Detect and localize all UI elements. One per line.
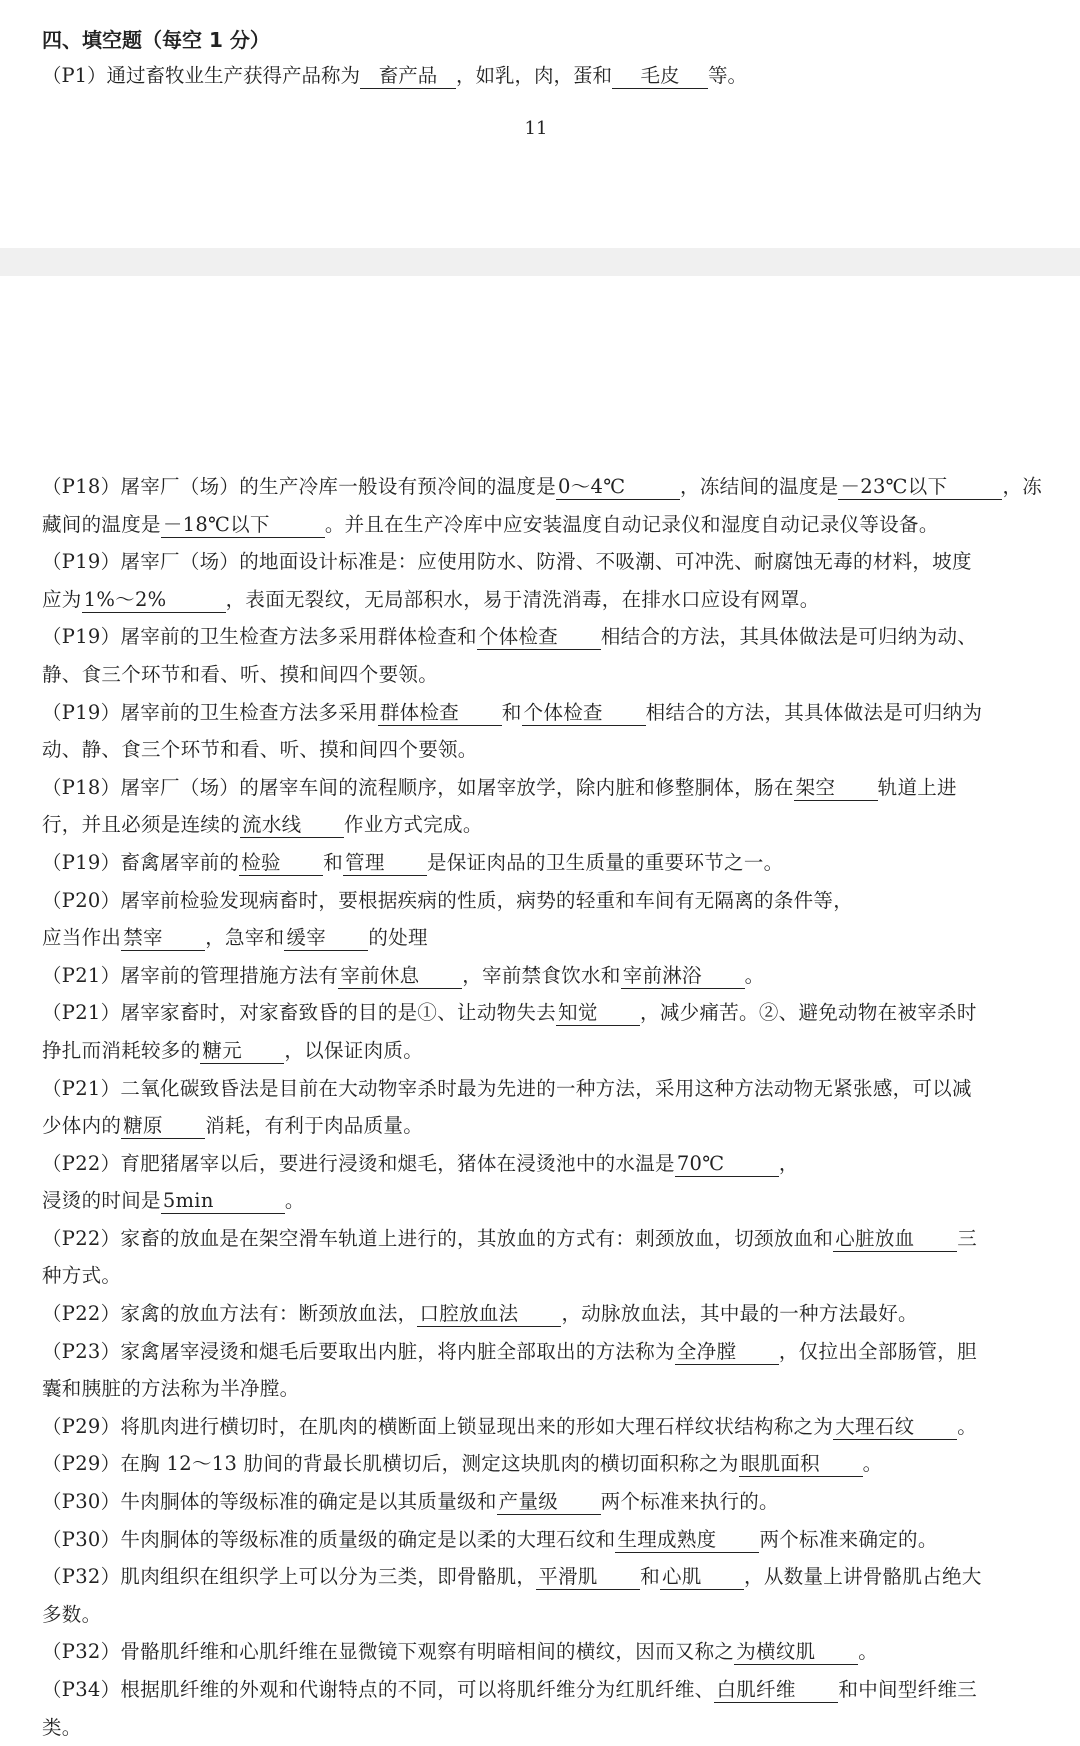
question-text: 类。 (42, 1715, 82, 1739)
question-text: 和中间型纤维三 (838, 1678, 978, 1701)
question-text: 消耗，有利于肉品质量。 (205, 1114, 424, 1138)
question-text: （P32）骨骼肌纤维和心肌纤维在显微镜下观察有明暗相间的横纹，因而又称之 (42, 1640, 735, 1664)
answer-blank: 管理 (343, 851, 427, 876)
answer-blank: 为横纹肌 (734, 1640, 858, 1665)
question-text: 应为 (42, 587, 82, 611)
question-text: （P19）屠宰厂（场）的地面设计标准是：应使用防水、防滑、不吸潮、可冲洗、耐腐蚀无毒的材料，坡度 (42, 550, 972, 574)
question-text: ，动脉放血法，其中最的一种方法最好。 (561, 1302, 918, 1326)
answer-blank: 禁宰 (121, 926, 205, 951)
question-text: 浸烫的时间是 (42, 1189, 161, 1213)
answer-blank: 宰前淋浴 (621, 964, 745, 989)
question-p1 (42, 62, 747, 90)
question-text: 等。 (708, 64, 748, 87)
question-text: 三 (957, 1226, 978, 1250)
question-item (42, 694, 1032, 769)
answer-blank: 毛皮 (612, 64, 708, 89)
question-text: （P34）根据肌纤维的外观和代谢特点的不同，可以将肌纤维分为红肌纤维、 (42, 1678, 715, 1701)
question-item (42, 543, 1032, 618)
question-item (42, 468, 1043, 543)
question-text: 。 (744, 963, 765, 987)
answer-blank: 个体检查 (522, 701, 646, 726)
question-text: （P22）育肥猪屠宰以后，要进行浸烫和煺毛，猪体在浸烫池中的水温是 (42, 1151, 675, 1175)
question-text: （P19）畜禽屠宰前的 (42, 850, 240, 874)
question-text: 挣扎而消耗较多的 (42, 1038, 201, 1062)
question-line (42, 1145, 1032, 1183)
question-text: 。 (858, 1640, 879, 1664)
answer-blank: 全净膛 (675, 1340, 779, 1365)
question-text: （P30）牛肉胴体的等级标准的确定是以其质量级和 (42, 1490, 497, 1514)
question-line (42, 656, 1032, 694)
question-text: （P29）在胸 12～13 肋间的背最长肌横切后，测定这块肌肉的横切面积称之为 (42, 1452, 739, 1476)
question-line (42, 1333, 1032, 1371)
answer-blank: 产量级 (497, 1490, 601, 1515)
question-text: （P21）屠宰家畜时，对家畜致昏的目的是①、让动物失去 (42, 1001, 557, 1025)
answer-blank: 宰前休息 (338, 964, 462, 989)
question-line (42, 1596, 1032, 1634)
page-upper (0, 0, 1080, 248)
question-line (42, 1483, 1032, 1521)
question-item (42, 1521, 1032, 1559)
question-line (42, 543, 1032, 581)
question-line (42, 994, 1032, 1032)
question-text: 相结合的方法，其具体做法是可归纳为 (645, 700, 983, 724)
question-text: 作业方式完成。 (344, 813, 483, 837)
question-line (42, 1558, 1032, 1596)
question-text: 。 (957, 1414, 978, 1438)
answer-blank: 检验 (239, 851, 323, 876)
question-text: 。并且在生产冷库中应安装温度自动记录仪和湿度自动记录仪等设备。 (324, 512, 939, 536)
question-item (42, 1633, 1032, 1671)
answer-blank: 眼肌面积 (739, 1452, 863, 1477)
question-line (42, 1182, 1032, 1220)
question-line (42, 1709, 1032, 1746)
question-text: ，急宰和 (205, 926, 285, 950)
question-line (42, 581, 1032, 619)
question-item (42, 994, 1032, 1069)
answer-blank: 流水线 (240, 813, 344, 838)
question-text: 多数。 (42, 1602, 102, 1626)
question-text: 两个标准来确定的。 (759, 1527, 938, 1551)
answer-blank: 糖元 (200, 1039, 284, 1064)
question-text: 和 (323, 850, 344, 874)
question-text: ，从数量上讲骨骼肌占绝大 (744, 1565, 982, 1589)
question-line (42, 919, 1032, 957)
question-line (42, 1445, 1032, 1483)
question-item (42, 618, 1032, 693)
question-text: 应当作出 (42, 926, 122, 950)
question-text: 少体内的 (42, 1114, 122, 1138)
question-text: 的处理 (368, 926, 428, 950)
question-text: 藏间的温度是 (42, 512, 161, 536)
question-item (42, 1483, 1032, 1521)
answer-blank: 知觉 (556, 1001, 640, 1026)
question-text: （P18）屠宰厂（场）的屠宰车间的流程顺序，如屠宰放学，除内脏和修整胴体，肠在 (42, 775, 794, 799)
question-line (42, 1408, 1032, 1446)
question-line (42, 1032, 1032, 1070)
question-text: 轨道上进 (877, 775, 957, 799)
answer-blank: 心肌 (660, 1565, 744, 1590)
question-text: ，如乳，肉，蛋和 (456, 64, 613, 87)
question-text: 和 (501, 700, 522, 724)
question-line (42, 1370, 1032, 1408)
question-text: （P1）通过畜牧业生产获得产品称为 (42, 64, 361, 87)
question-text: （P22）家禽的放血方法有：断颈放血法， (42, 1302, 418, 1326)
page-number: 11 (524, 118, 548, 139)
answer-blank: 口腔放血法 (417, 1302, 561, 1327)
answer-blank: 平滑肌 (536, 1565, 640, 1590)
question-line (42, 618, 1032, 656)
question-text: （P18）屠宰厂（场）的生产冷库一般设有预冷间的温度是 (42, 475, 557, 498)
question-text: ，仅拉出全部肠管，胆 (778, 1339, 977, 1363)
question-text: （P30）牛肉胴体的等级标准的质量级的确定是以柔的大理石纹和 (42, 1527, 616, 1551)
question-text: 相结合的方法，其具体做法是可归纳为动、 (600, 625, 978, 649)
question-text: ，宰前禁食饮水和 (462, 963, 621, 987)
question-text: ，冻 (1002, 475, 1043, 498)
question-list (42, 468, 1043, 1746)
page-gap (0, 248, 1080, 276)
question-text: （P23）家禽屠宰浸烫和煺毛后要取出内脏，将内脏全部取出的方法称为 (42, 1339, 675, 1363)
question-item (42, 882, 1032, 957)
question-text: （P32）肌肉组织在组织学上可以分为三类，即骨骼肌， (42, 1565, 537, 1589)
section-heading: 四、填空题（每空 1 分） (42, 28, 270, 52)
question-text: ，表面无裂纹，无局部积水，易于清洗消毒，在排水口应设有网罩。 (225, 587, 820, 611)
question-line (42, 468, 1043, 506)
question-line (42, 844, 1032, 882)
question-text: 和 (640, 1565, 661, 1589)
answer-blank: 群体检查 (378, 701, 502, 726)
question-line (42, 1521, 1032, 1559)
question-text: ，以保证肉质。 (284, 1038, 424, 1062)
answer-blank: 大理石纹 (833, 1415, 957, 1440)
question-line (42, 694, 1032, 732)
question-text: （P20）屠宰前检验发现病畜时，要根据疾病的性质，病势的轻重和车间有无隔离的条件等， (42, 888, 854, 912)
answer-blank: －18℃以下 (161, 513, 325, 538)
question-text: 囊和胰脏的方法称为半净膛。 (42, 1377, 300, 1401)
question-line (42, 882, 1032, 920)
question-text: 动、静、食三个环节和看、听、摸和间四个要领。 (42, 738, 478, 762)
question-line (42, 1633, 1032, 1671)
question-item (42, 1333, 1032, 1408)
question-text: （P29）将肌肉进行横切时，在肌肉的横断面上锁显现出来的形如大理石样纹状结构称之为 (42, 1414, 834, 1438)
question-line (42, 957, 1032, 995)
question-line (42, 1107, 1032, 1145)
question-text: 静、食三个环节和看、听、摸和间四个要领。 (42, 662, 439, 686)
question-line (42, 506, 1032, 544)
question-text: 行，并且必须是连续的 (42, 813, 241, 837)
answer-blank: －23℃以下 (838, 475, 1002, 500)
question-line (42, 1220, 1032, 1258)
question-item (42, 844, 1032, 882)
question-item (42, 1445, 1032, 1483)
answer-blank: 架空 (794, 776, 878, 801)
answer-blank: 个体检查 (477, 625, 601, 650)
answer-blank: 畜产品 (360, 64, 456, 89)
answer-blank: 白肌纤维 (714, 1678, 838, 1703)
question-text: （P21）屠宰前的管理措施方法有 (42, 963, 339, 987)
question-item (42, 1145, 1032, 1220)
question-item (42, 1070, 1032, 1145)
question-line (42, 1671, 1032, 1709)
question-text: 。 (284, 1189, 305, 1213)
question-text: （P19）屠宰前的卫生检查方法多采用 (42, 700, 378, 724)
question-item (42, 1295, 1032, 1333)
answer-blank: 1%～2% (82, 588, 226, 613)
answer-blank: 缓宰 (284, 926, 368, 951)
question-text: ，冻结间的温度是 (680, 475, 839, 498)
question-text: （P22）家畜的放血是在架空滑车轨道上进行的，其放血的方式有：刺颈放血，切颈放血和 (42, 1226, 834, 1250)
question-item (42, 1558, 1032, 1633)
question-line (42, 806, 1032, 844)
question-text: 。 (862, 1452, 883, 1476)
question-item (42, 769, 1032, 844)
question-text: 两个标准来执行的。 (600, 1490, 779, 1514)
answer-blank: 70℃ (675, 1152, 779, 1177)
answer-blank: 心脏放血 (833, 1227, 957, 1252)
answer-blank: 生理成熟度 (615, 1528, 759, 1553)
question-item (42, 957, 1032, 995)
question-item (42, 1408, 1032, 1446)
question-item (42, 1671, 1032, 1746)
question-text: 是保证肉品的卫生质量的重要环节之一。 (427, 850, 784, 874)
question-text: 种方式。 (42, 1264, 122, 1288)
question-line (42, 1295, 1032, 1333)
question-line (42, 1257, 1032, 1295)
question-line (42, 731, 1032, 769)
question-item (42, 1220, 1032, 1295)
question-text: ，减少痛苦。②、避免动物在被宰杀时 (640, 1001, 977, 1025)
answer-blank: 0～4℃ (556, 475, 680, 500)
question-line (42, 1070, 1032, 1108)
question-text: ， (778, 1151, 799, 1175)
question-text: （P21）二氧化碳致昏法是目前在大动物宰杀时最为先进的一种方法，采用这种方法动物无紧张感，可以减 (42, 1076, 972, 1100)
answer-blank: 5min (161, 1189, 285, 1214)
answer-blank: 糖原 (121, 1114, 205, 1139)
question-text: （P19）屠宰前的卫生检查方法多采用群体检查和 (42, 625, 477, 649)
question-line (42, 769, 1032, 807)
